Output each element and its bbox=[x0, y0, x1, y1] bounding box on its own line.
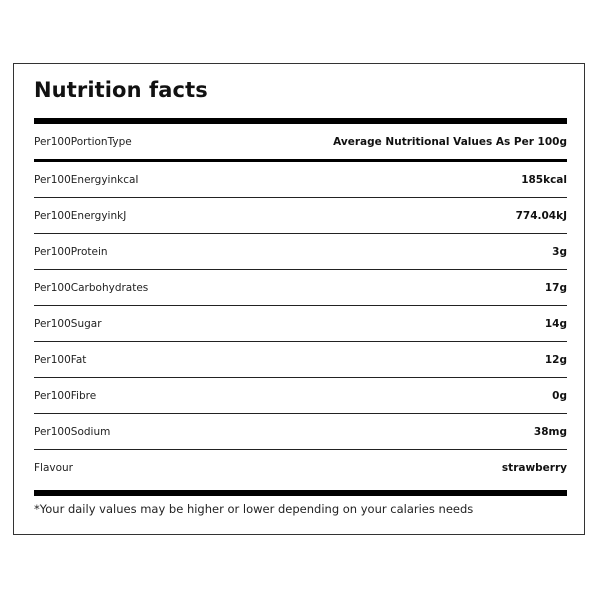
row-value: 38mg bbox=[533, 425, 567, 438]
table-row-flavour bbox=[34, 450, 567, 486]
table-row-sugar bbox=[34, 306, 567, 342]
row-label: Per100Sodium bbox=[34, 425, 111, 438]
table-row-energy-kj bbox=[34, 198, 567, 234]
row-label: Per100EnergyinkJ bbox=[34, 209, 127, 222]
row-value: strawberry bbox=[501, 462, 567, 474]
table-header-row bbox=[34, 124, 567, 162]
table-row-sodium bbox=[34, 414, 567, 450]
daily-values-footnote: *Your daily values may be higher or lower depending on your calaries needs bbox=[34, 502, 474, 516]
row-value: 17g bbox=[544, 281, 567, 294]
row-label: Per100Fibre bbox=[34, 389, 97, 402]
nutrition-facts-title: Nutrition facts bbox=[34, 78, 208, 102]
row-label: Per100Sugar bbox=[34, 317, 102, 330]
nutrition-facts-panel bbox=[13, 63, 585, 535]
row-label: Per100Protein bbox=[34, 245, 108, 258]
row-label: Per100Carbohydrates bbox=[34, 281, 149, 294]
table-row-fibre bbox=[34, 378, 567, 414]
row-value: 774.04kJ bbox=[515, 209, 567, 222]
table-row-fat bbox=[34, 342, 567, 378]
row-value: 14g bbox=[544, 317, 567, 330]
table-row-protein bbox=[34, 234, 567, 270]
header-label: Per100PortionType bbox=[34, 135, 132, 148]
table-row-carbohydrates bbox=[34, 270, 567, 306]
row-value: 185kcal bbox=[521, 173, 567, 186]
row-value: 12g bbox=[544, 353, 567, 366]
row-label: Flavour bbox=[34, 462, 74, 474]
row-label: Per100EnergyinkcaI bbox=[34, 173, 139, 186]
header-value: Average Nutritional Values As Per 100g bbox=[333, 135, 567, 148]
row-value: 0g bbox=[552, 389, 567, 402]
table-row-energy-kcal bbox=[34, 162, 567, 198]
row-value: 3g bbox=[552, 245, 567, 258]
bottom-thick-divider bbox=[34, 490, 567, 496]
nutrition-table bbox=[34, 124, 567, 486]
row-label: Per100Fat bbox=[34, 353, 87, 366]
